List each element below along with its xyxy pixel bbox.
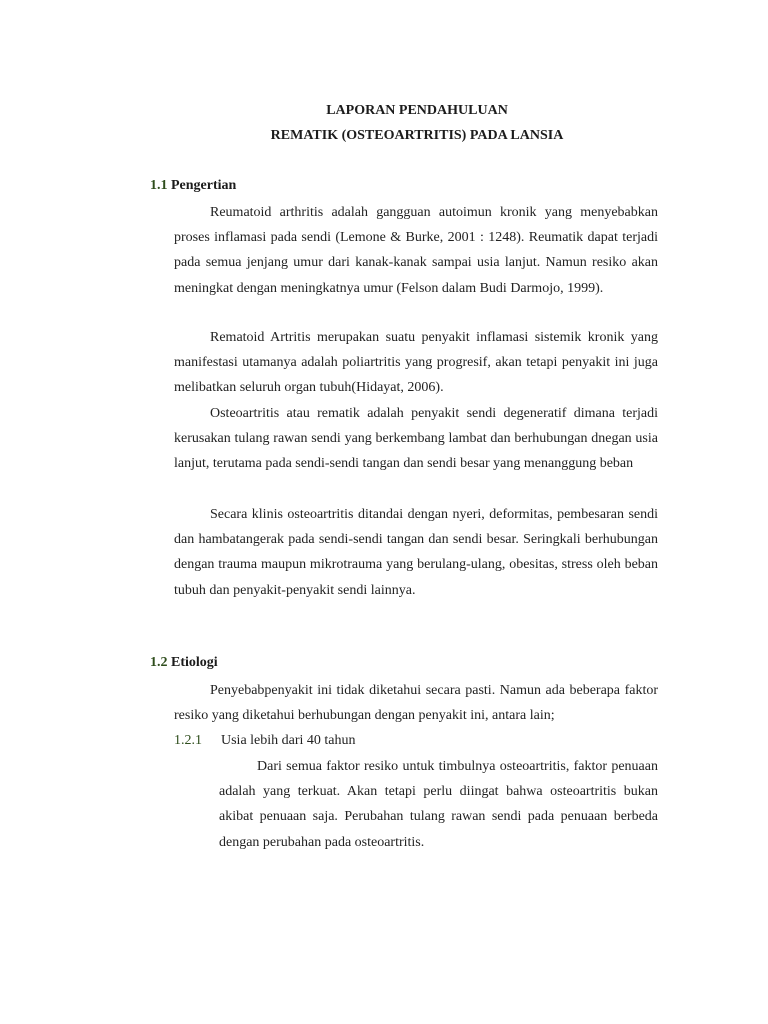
subsection-title: Usia lebih dari 40 tahun [221,733,356,748]
section-title: Etiologi [171,655,218,670]
section-heading-pengertian [150,178,236,194]
paragraph: Rematoid Artritis merupakan suatu penyakit inflamasi sistemik kronik yang manifestasi utamanya adalah poliartritis yang progresif, akan tetapi penyakit ini juga melibatkan seluruh organ tubuh(Hidayat, 2006). [174,330,658,396]
paragraph: Secara klinis osteoartritis ditandai dengan nyeri, deformitas, pembesaran sendi dan hambatangerak pada sendi-sendi tangan dan sendi besar. Seringkali berhubungan dengan trauma maupun mikrotrauma yang berulang-ulang, obesitas, stress oleh beban tubuh dan penyakit-penyakit sendi lainnya. [174,507,658,598]
paragraph: Osteoartritis atau rematik adalah penyakit sendi degeneratif dimana terjadi kerusakan tulang rawan sendi yang berkembang lambat dan berhubungan dnegan usia lanjut, terutama pada sendi-sendi tangan dan sendi besar yang menanggung beban [174,406,658,472]
section-number: 1.2 [150,655,168,670]
paragraph: Dari semua faktor resiko untuk timbulnya osteoartritis, faktor penuaan adalah yang terkuat. Akan tetapi perlu diingat bahwa osteoartritis bukan akibat penuaan saja. Perubahan tulang rawan sendi pada penuaan berbeda dengan perubahan pada osteoartritis. [219,759,658,850]
document-subtitle: REMATIK (OSTEOARTRITIS) PADA LANSIA [270,128,564,143]
section-heading-etiologi [150,655,218,671]
subsection-heading [174,733,356,749]
subsection-number: 1.2.1 [174,733,202,748]
paragraph: Reumatoid arthritis adalah gangguan autoimun kronik yang menyebabkan proses inflamasi pada sendi (Lemone & Burke, 2001 : 1248). Reumatik dapat terjadi pada semua jenjang umur dari kanak-kanak sampai usia lanjut. Namun resiko akan meningkat dengan meningkatnya umur (Felson dalam Budi Darmojo, 1999). [174,205,658,296]
document-title: LAPORAN PENDAHULUAN [326,103,508,118]
paragraph: Penyebabpenyakit ini tidak diketahui secara pasti. Namun ada beberapa faktor resiko yang diketahui berhubungan dengan penyakit ini, antara lain; [174,683,658,724]
section-title: Pengertian [171,178,237,193]
section-number: 1.1 [150,178,168,193]
